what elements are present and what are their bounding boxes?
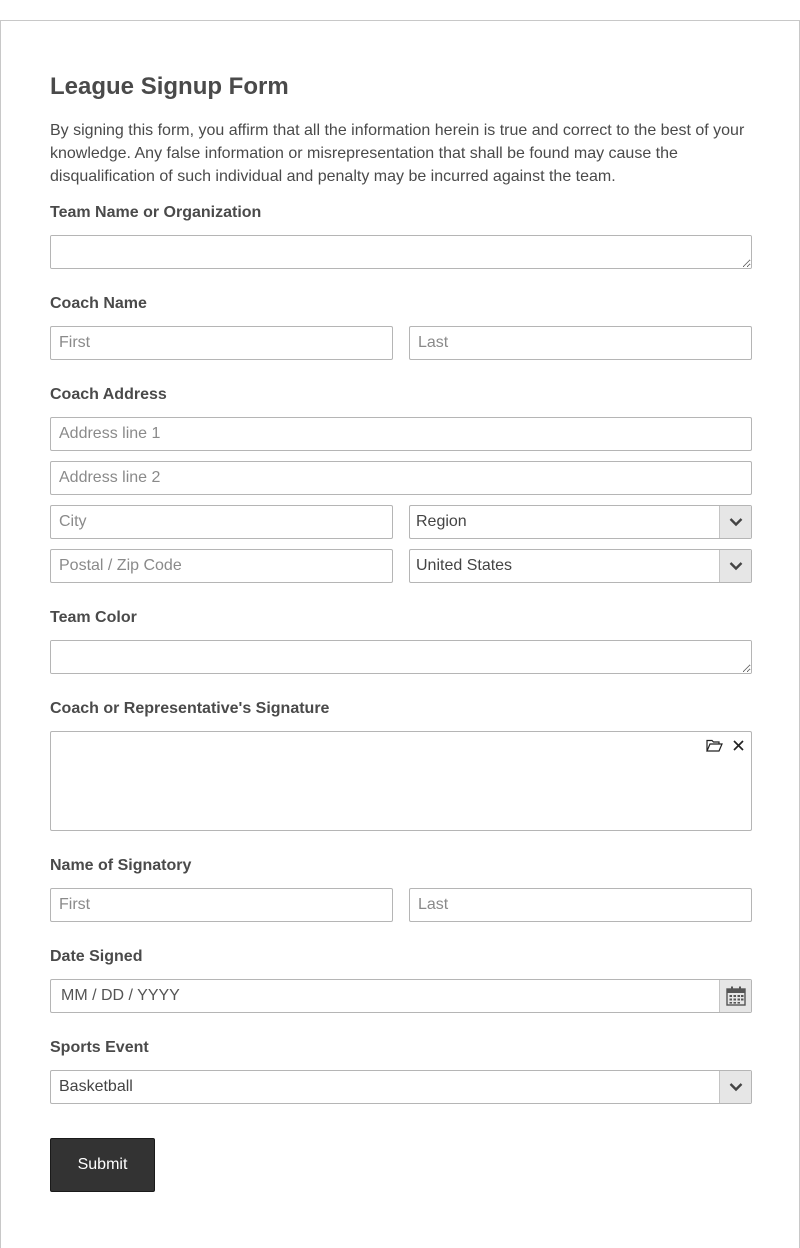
sports-event-value: Basketball [59,1078,133,1095]
date-signed-label: Date Signed [50,948,143,965]
form-card [0,20,800,1248]
chevron-down-icon [719,1071,751,1103]
coach-first-name-input[interactable] [50,326,393,360]
address-line2-input[interactable] [50,461,752,495]
region-select-value: Region [416,513,467,530]
signatory-name-label: Name of Signatory [50,857,192,874]
coach-address-label: Coach Address [50,386,167,403]
team-name-label: Team Name or Organization [50,204,262,221]
postal-code-input[interactable] [50,549,393,583]
date-signed-field[interactable] [50,979,752,1013]
calendar-icon[interactable] [719,980,751,1012]
team-name-input[interactable] [50,235,752,269]
signatory-first-name-input[interactable] [50,888,393,922]
team-color-input[interactable] [50,640,752,674]
form-description: By signing this form, you affirm that all the information herein is true and correct to the best of your knowledge. Any false information or misrepresentation that shall be found may cause the disqualification of such individual and penalty may be incurred against the team. [50,122,745,185]
address-line1-input[interactable] [50,417,752,451]
chevron-down-icon [719,550,751,582]
sports-event-select[interactable] [50,1070,752,1104]
city-input[interactable] [50,505,393,539]
coach-name-label: Coach Name [50,295,147,312]
folder-open-icon[interactable] [705,738,723,752]
date-signed-placeholder: MM / DD / YYYY [61,987,180,1004]
sports-event-label: Sports Event [50,1039,149,1056]
coach-last-name-input[interactable] [409,326,752,360]
signature-pad[interactable] [50,731,752,831]
submit-button[interactable]: Submit [50,1138,155,1192]
close-icon[interactable] [729,738,747,752]
signature-label: Coach or Representative's Signature [50,700,330,717]
signatory-last-name-input[interactable] [409,888,752,922]
form-title: League Signup Form [50,73,289,100]
region-select[interactable] [409,505,752,539]
country-select[interactable] [409,549,752,583]
chevron-down-icon [719,506,751,538]
team-color-label: Team Color [50,609,137,626]
country-select-value: United States [416,557,513,574]
